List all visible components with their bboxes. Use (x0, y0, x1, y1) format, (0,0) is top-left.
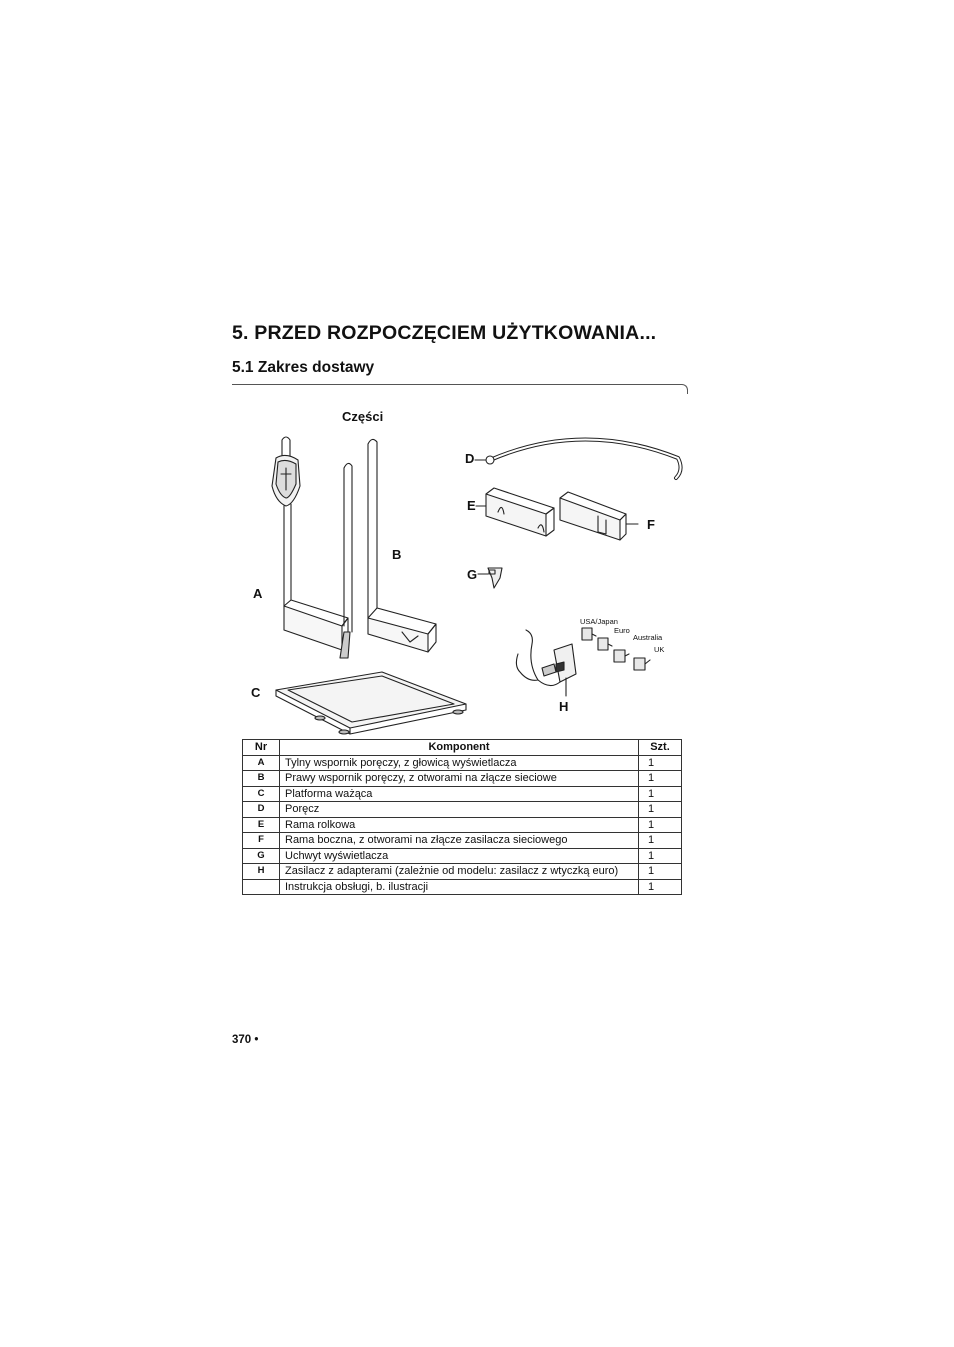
parts-table (242, 739, 682, 895)
row-nr: H (243, 864, 280, 880)
row-qty: 1 (639, 755, 682, 771)
table-row (243, 848, 682, 864)
part-d-drawing (475, 439, 681, 478)
header-qty: Szt. (639, 740, 682, 756)
header-nr: Nr (243, 740, 280, 756)
part-a-drawing (272, 437, 352, 658)
page-number: 370 • (232, 1034, 259, 1046)
row-nr: C (243, 786, 280, 802)
row-component: Rama rolkowa (280, 817, 639, 833)
label-f: F (647, 517, 655, 532)
table-header-row (243, 740, 682, 756)
table-row (243, 771, 682, 787)
row-nr: E (243, 817, 280, 833)
part-f-drawing (560, 492, 638, 540)
label-e: E (467, 498, 476, 513)
row-component: Uchwyt wyświetlacza (280, 848, 639, 864)
label-g: G (467, 567, 478, 582)
part-g-drawing (478, 568, 502, 588)
row-component: Tylny wspornik poręczy, z głowicą wyświetlacza (280, 755, 639, 771)
table-row (243, 833, 682, 849)
row-qty: 1 (639, 771, 682, 787)
row-qty: 1 (639, 879, 682, 895)
part-b-drawing (368, 439, 436, 652)
table-row (243, 817, 682, 833)
row-component: Prawy wspornik poręczy, z otworami na złącze sieciowe (280, 771, 639, 787)
row-component: Poręcz (280, 802, 639, 818)
adapter-label-australia: Australia (633, 633, 663, 642)
row-nr: D (243, 802, 280, 818)
figure-title: Części (342, 409, 384, 424)
parts-illustration (232, 428, 692, 738)
subsection-heading: 5.1 Zakres dostawy (232, 359, 375, 376)
row-nr (243, 879, 280, 895)
adapter-label-uk: UK (654, 645, 665, 654)
section-heading: 5. PRZED ROZPOCZĘCIEM UŻYTKOWANIA... (232, 322, 657, 344)
part-h-drawing (516, 628, 650, 696)
header-component: Komponent (280, 740, 639, 756)
row-qty: 1 (639, 802, 682, 818)
heading-rule (232, 384, 688, 394)
label-b: B (392, 547, 402, 562)
table-row (243, 879, 682, 895)
label-d: D (465, 451, 475, 466)
part-e-drawing (476, 488, 554, 536)
row-component: Instrukcja obsługi, b. ilustracji (280, 879, 639, 895)
row-qty: 1 (639, 833, 682, 849)
label-c: C (251, 685, 261, 700)
adapter-label-euro: Euro (614, 626, 630, 635)
row-qty: 1 (639, 786, 682, 802)
table-row (243, 786, 682, 802)
row-nr: B (243, 771, 280, 787)
part-c-drawing (276, 672, 466, 734)
label-h: H (559, 699, 569, 714)
table-row (243, 755, 682, 771)
table-row (243, 864, 682, 880)
row-nr: F (243, 833, 280, 849)
row-qty: 1 (639, 864, 682, 880)
row-nr: G (243, 848, 280, 864)
label-a: A (253, 586, 263, 601)
row-qty: 1 (639, 817, 682, 833)
row-component: Rama boczna, z otworami na złącze zasilacza sieciowego (280, 833, 639, 849)
row-nr: A (243, 755, 280, 771)
row-qty: 1 (639, 848, 682, 864)
row-component: Platforma ważąca (280, 786, 639, 802)
row-component: Zasilacz z adapterami (zależnie od modelu: zasilacz z wtyczką euro) (280, 864, 639, 880)
adapter-label-usa-japan: USA/Japan (580, 617, 618, 626)
table-row (243, 802, 682, 818)
